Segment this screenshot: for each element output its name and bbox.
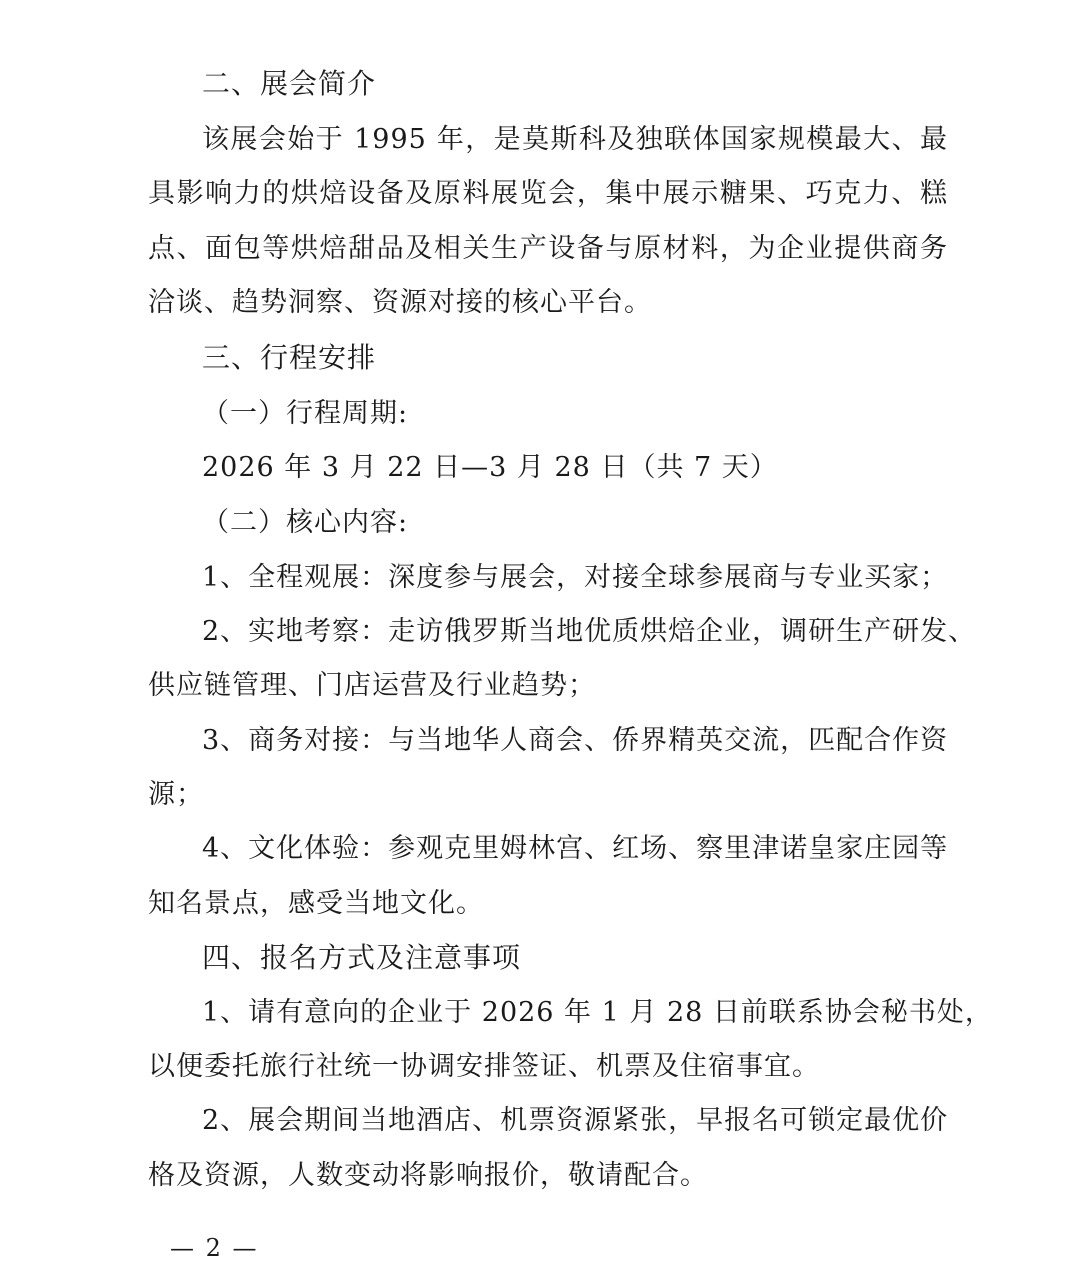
section3-item-2-line-1: 2、实地考察：走访俄罗斯当地优质烘焙企业，调研生产研发、 — [202, 616, 977, 647]
section2-para-line-1: 该展会始于 1995 年，是莫斯科及独联体国家规模最大、最 — [202, 124, 948, 155]
section3-subheading-period: （一）行程周期: — [202, 398, 409, 429]
section4-note-2-line-1: 2、展会期间当地酒店、机票资源紧张，早报名可锁定最优价 — [202, 1105, 949, 1136]
section3-item-3-line-2: 源； — [148, 779, 204, 810]
section3-period-text: 2026 年 3 月 22 日—3 月 28 日（共 7 天） — [202, 452, 778, 483]
section3-subheading-content: （二）核心内容: — [202, 507, 409, 538]
section4-note-1-line-2: 以便委托旅行社统一协调安排签证、机票及住宿事宜。 — [148, 1051, 820, 1082]
section3-item-1: 1、全程观展：深度参与展会，对接全球参展商与专业买家； — [202, 562, 949, 593]
section2-para-line-2: 具影响力的烘焙设备及原料展览会，集中展示糖果、巧克力、糕 — [148, 178, 948, 209]
section3-item-3-line-1: 3、商务对接：与当地华人商会、侨界精英交流，匹配合作资 — [202, 725, 949, 756]
section3-item-4-line-1: 4、文化体验：参观克里姆林宫、红场、察里津诺皇家庄园等 — [202, 833, 949, 864]
section2-para-line-3: 点、面包等烘焙甜品及相关生产设备与原材料，为企业提供商务 — [148, 233, 948, 264]
section3-item-4-line-2: 知名景点，感受当地文化。 — [148, 888, 484, 919]
section2-para-line-4: 洽谈、趋势洞察、资源对接的核心平台。 — [148, 287, 652, 318]
section2-heading: 二、展会简介 — [202, 67, 377, 100]
page-number: — 2 — — [170, 1234, 259, 1262]
section3-heading: 三、行程安排 — [202, 341, 377, 374]
section3-item-2-line-2: 供应链管理、门店运营及行业趋势； — [148, 670, 596, 701]
section4-note-1-line-1: 1、请有意向的企业于 2026 年 1 月 28 日前联系协会秘书处， — [202, 997, 993, 1028]
section4-note-2-line-2: 格及资源，人数变动将影响报价，敬请配合。 — [148, 1160, 708, 1191]
section4-heading: 四、报名方式及注意事项 — [202, 941, 522, 974]
